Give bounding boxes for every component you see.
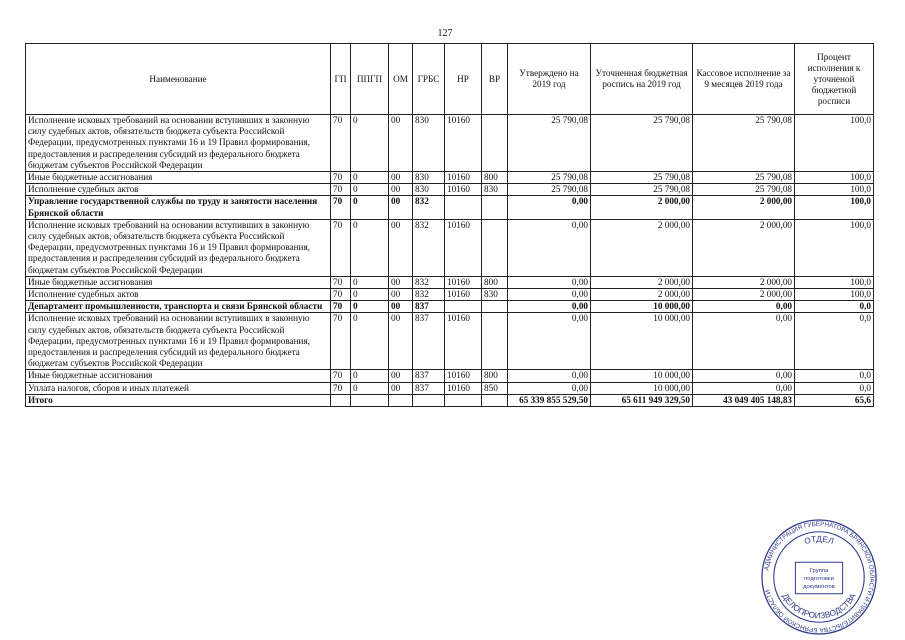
cell-nr: 10160 (445, 172, 482, 184)
cell-cash: 0,00 (693, 370, 795, 382)
table-header-row (26, 44, 874, 115)
cell-om: 00 (389, 219, 413, 276)
cell-name: Исполнение судебных актов (26, 184, 331, 196)
table-row (26, 313, 874, 370)
cell-nr: 10160 (445, 382, 482, 394)
stamp-center-line-1: Группа (809, 568, 829, 575)
cell-grbs: 837 (413, 382, 445, 394)
header-nr: НР (445, 44, 482, 115)
table-row (26, 370, 874, 382)
cell-ppgp: 0 (351, 115, 389, 172)
cell-approved: 65 339 855 529,50 (508, 394, 591, 406)
cell-ppgp: 0 (351, 184, 389, 196)
cell-name: Итого (26, 394, 331, 406)
cell-grbs: 832 (413, 276, 445, 288)
header-refined: Уточненная бюджетная роспись на 2019 год (591, 44, 693, 115)
page-number: 127 (437, 28, 453, 39)
cell-grbs: 830 (413, 115, 445, 172)
cell-ppgp: 0 (351, 172, 389, 184)
cell-percent: 0,0 (795, 382, 874, 394)
header-vr: ВР (482, 44, 508, 115)
cell-percent: 100,0 (795, 289, 874, 301)
cell-nr (445, 394, 482, 406)
table-row (26, 184, 874, 196)
cell-nr: 10160 (445, 313, 482, 370)
cell-cash: 2 000,00 (693, 276, 795, 288)
cell-refined: 2 000,00 (591, 276, 693, 288)
stamp-title-bottom: ДЕЛОПРОИЗВОДСТВА (780, 591, 858, 621)
cell-vr: 800 (482, 370, 508, 382)
cell-cash: 25 790,08 (693, 115, 795, 172)
cell-gp: 70 (331, 382, 351, 394)
cell-grbs: 837 (413, 370, 445, 382)
header-cash: Кассовое исполнение за 9 месяцев 2019 года (693, 44, 795, 115)
header-approved: Утверждено на 2019 год (508, 44, 591, 115)
cell-om: 00 (389, 276, 413, 288)
cell-percent: 0,0 (795, 301, 874, 313)
cell-refined: 2 000,00 (591, 289, 693, 301)
cell-percent: 100,0 (795, 196, 874, 219)
cell-grbs (413, 394, 445, 406)
table-row (26, 276, 874, 288)
budget-table-container (25, 43, 873, 407)
cell-percent: 100,0 (795, 172, 874, 184)
cell-refined: 25 790,08 (591, 172, 693, 184)
cell-om: 00 (389, 115, 413, 172)
cell-approved: 0,00 (508, 289, 591, 301)
cell-gp: 70 (331, 276, 351, 288)
cell-gp: 70 (331, 219, 351, 276)
cell-refined: 10 000,00 (591, 301, 693, 313)
cell-name: Исполнение исковых требований на основании вступивших в законную силу судебных актов, обязательств бюджета субъекта Российской Федерации, предусмотренных пунктами 16 и 19 Правил формирования, предоставления и распределения субсидий из федерального бюджета бюджетам субъектов Российской Федерации (26, 313, 331, 370)
department-stamp (760, 518, 878, 636)
cell-name: Управление государственной службы по труду и занятости населения Брянской области (26, 196, 331, 219)
cell-name: Иные бюджетные ассигнования (26, 172, 331, 184)
cell-om: 00 (389, 301, 413, 313)
cell-om: 00 (389, 289, 413, 301)
cell-refined: 10 000,00 (591, 382, 693, 394)
cell-grbs: 830 (413, 172, 445, 184)
cell-name: Иные бюджетные ассигнования (26, 276, 331, 288)
table-row (26, 289, 874, 301)
cell-approved: 25 790,08 (508, 172, 591, 184)
cell-refined: 2 000,00 (591, 196, 693, 219)
stamp-title-top: ОТДЕЛ (802, 533, 836, 547)
cell-name: Уплата налогов, сборов и иных платежей (26, 382, 331, 394)
header-gp: ГП (331, 44, 351, 115)
cell-cash: 25 790,08 (693, 184, 795, 196)
cell-gp: 70 (331, 370, 351, 382)
cell-gp: 70 (331, 172, 351, 184)
cell-name: Департамент промышленности, транспорта и связи Брянской области (26, 301, 331, 313)
cell-vr (482, 394, 508, 406)
cell-approved: 0,00 (508, 276, 591, 288)
cell-cash: 0,00 (693, 382, 795, 394)
cell-refined: 25 790,08 (591, 184, 693, 196)
cell-grbs: 832 (413, 196, 445, 219)
cell-gp: 70 (331, 184, 351, 196)
cell-vr (482, 313, 508, 370)
cell-name: Исполнение исковых требований на основании вступивших в законную силу судебных актов, обязательств бюджета субъекта Российской Федерации, предусмотренных пунктами 16 и 19 Правил формирования, предоставления и распределения субсидий из федерального бюджета бюджетам субъектов Российской Федерации (26, 219, 331, 276)
cell-om: 00 (389, 382, 413, 394)
cell-percent: 100,0 (795, 276, 874, 288)
cell-gp: 70 (331, 301, 351, 313)
table-row (26, 172, 874, 184)
cell-approved: 0,00 (508, 313, 591, 370)
cell-vr (482, 301, 508, 313)
cell-vr: 830 (482, 289, 508, 301)
cell-refined: 25 790,08 (591, 115, 693, 172)
cell-grbs: 830 (413, 184, 445, 196)
cell-om (389, 394, 413, 406)
cell-ppgp: 0 (351, 301, 389, 313)
cell-om: 00 (389, 313, 413, 370)
cell-gp: 70 (331, 115, 351, 172)
cell-approved: 0,00 (508, 196, 591, 219)
cell-approved: 0,00 (508, 370, 591, 382)
cell-name: Исполнение исковых требований на основании вступивших в законную силу судебных актов, обязательств бюджета субъекта Российской Федерации, предусмотренных пунктами 16 и 19 Правил формирования, предоставления и распределения субсидий из федерального бюджета бюджетам субъектов Российской Федерации (26, 115, 331, 172)
cell-grbs: 832 (413, 219, 445, 276)
table-row (26, 219, 874, 276)
cell-gp: 70 (331, 196, 351, 219)
cell-cash: 0,00 (693, 301, 795, 313)
cell-nr (445, 301, 482, 313)
cell-refined: 65 611 949 329,50 (591, 394, 693, 406)
cell-vr: 830 (482, 184, 508, 196)
cell-grbs: 832 (413, 289, 445, 301)
cell-vr (482, 115, 508, 172)
cell-approved: 25 790,08 (508, 184, 591, 196)
table-row (26, 115, 874, 172)
cell-approved: 0,00 (508, 301, 591, 313)
cell-om: 00 (389, 196, 413, 219)
cell-nr: 10160 (445, 289, 482, 301)
cell-ppgp: 0 (351, 313, 389, 370)
cell-vr (482, 196, 508, 219)
cell-refined: 2 000,00 (591, 219, 693, 276)
cell-nr: 10160 (445, 184, 482, 196)
cell-percent: 0,0 (795, 370, 874, 382)
cell-percent: 100,0 (795, 115, 874, 172)
cell-vr: 850 (482, 382, 508, 394)
table-row (26, 394, 874, 406)
cell-ppgp: 0 (351, 276, 389, 288)
cell-om: 00 (389, 370, 413, 382)
cell-ppgp (351, 394, 389, 406)
cell-name: Исполнение судебных актов (26, 289, 331, 301)
header-name: Наименование (26, 44, 331, 115)
cell-nr: 10160 (445, 115, 482, 172)
cell-ppgp: 0 (351, 219, 389, 276)
stamp-ring-label: АДМИНИСТРАЦИЯ ГУБЕРНАТОРА БРЯНСКОЙ ОБЛАСТИ И ПРАВИТЕЛЬСТВА БРЯНСКОЙ ОБЛАСТИ (763, 520, 876, 634)
header-ppgp: ППГП (351, 44, 389, 115)
cell-grbs: 837 (413, 313, 445, 370)
header-grbs: ГРБС (413, 44, 445, 115)
table-row (26, 196, 874, 219)
cell-grbs: 837 (413, 301, 445, 313)
cell-approved: 0,00 (508, 219, 591, 276)
cell-nr: 10160 (445, 276, 482, 288)
cell-ppgp: 0 (351, 196, 389, 219)
cell-cash: 2 000,00 (693, 289, 795, 301)
cell-nr (445, 196, 482, 219)
cell-vr: 800 (482, 172, 508, 184)
table-body (26, 115, 874, 407)
cell-cash: 25 790,08 (693, 172, 795, 184)
cell-nr: 10160 (445, 219, 482, 276)
cell-approved: 25 790,08 (508, 115, 591, 172)
cell-om: 00 (389, 184, 413, 196)
header-om: ОМ (389, 44, 413, 115)
header-percent: Процент исполнения к уточненой бюджетной росписи (795, 44, 874, 115)
cell-vr (482, 219, 508, 276)
cell-gp: 70 (331, 289, 351, 301)
cell-refined: 10 000,00 (591, 313, 693, 370)
table-row (26, 382, 874, 394)
cell-refined: 10 000,00 (591, 370, 693, 382)
cell-percent: 0,0 (795, 313, 874, 370)
budget-execution-table (25, 43, 874, 407)
cell-ppgp: 0 (351, 382, 389, 394)
cell-approved: 0,00 (508, 382, 591, 394)
stamp-center-line-2: подготовки (804, 575, 834, 582)
cell-ppgp: 0 (351, 289, 389, 301)
cell-percent: 100,0 (795, 219, 874, 276)
cell-gp (331, 394, 351, 406)
cell-cash: 2 000,00 (693, 219, 795, 276)
cell-name: Иные бюджетные ассигнования (26, 370, 331, 382)
stamp-center-line-3: документов (803, 583, 835, 590)
cell-percent: 65,6 (795, 394, 874, 406)
cell-vr: 800 (482, 276, 508, 288)
cell-ppgp: 0 (351, 370, 389, 382)
cell-cash: 43 049 405 148,83 (693, 394, 795, 406)
cell-cash: 2 000,00 (693, 196, 795, 219)
cell-cash: 0,00 (693, 313, 795, 370)
cell-nr: 10160 (445, 370, 482, 382)
cell-om: 00 (389, 172, 413, 184)
cell-percent: 100,0 (795, 184, 874, 196)
cell-gp: 70 (331, 313, 351, 370)
table-row (26, 301, 874, 313)
